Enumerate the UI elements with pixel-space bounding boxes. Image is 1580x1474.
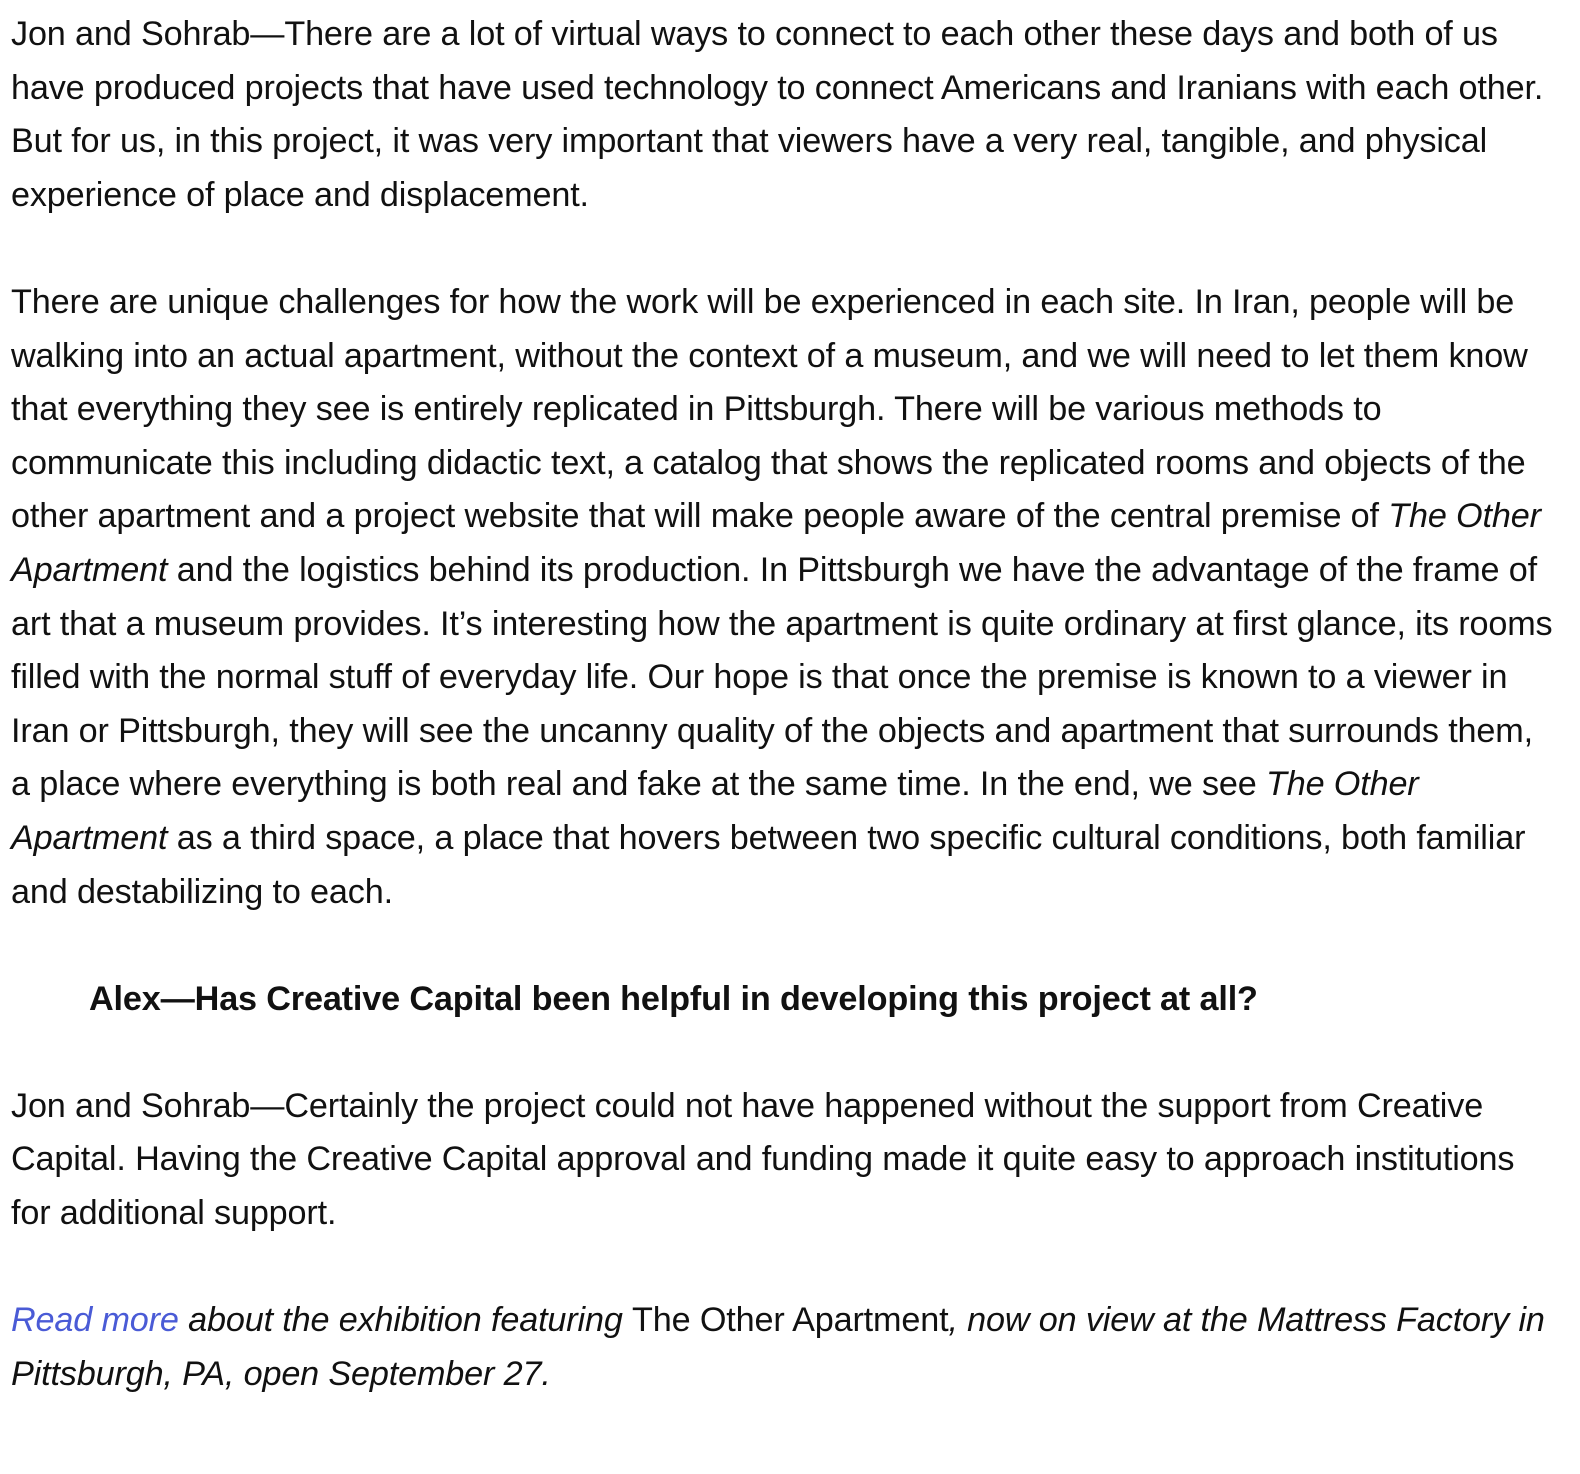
answer-paragraph-3: [11, 1080, 1560, 1241]
read-more-link[interactable]: Read more: [11, 1301, 179, 1340]
work-title: The Other Apartment: [11, 765, 1419, 857]
answer-text-2a: There are unique challenges for how the work will be experienced in each site. In Iran, people will be walking into an actual apartment, without the context of a museum, and we will need to let them know that everything they see is entirely replicated in Pittsburgh. There will be various methods to communicate this including didactic text, a catalog that shows the replicated rooms and objects of the other apartment and a project website that will make people aware of the central premise of: [11, 282, 1528, 536]
footer-work-title: The Other Apartment: [632, 1301, 949, 1340]
question-text: Alex—Has Creative Capital been helpful in developing this project at all?: [89, 979, 1258, 1018]
answer-text-1: Jon and Sohrab—There are a lot of virtual ways to connect to each other these days and both of us have produced projects that have used technology to connect Americans and Iranians with each other. But for us, in this project, it was very important that viewers have a very real, tangible, and physical experience of place and displacement.: [11, 15, 1544, 214]
answer-paragraph-2: [11, 276, 1560, 919]
interview-question: [11, 973, 1560, 1027]
answer-text-3: Jon and Sohrab—Certainly the project could not have happened without the support from Creative Capital. Having the Creative Capital approval and funding made it quite easy to approach institutions for additional support.: [11, 1086, 1515, 1233]
work-title: The Other Apartment: [11, 497, 1541, 589]
footer-text-1: about the exhibition featuring: [178, 1301, 633, 1340]
footer-text-2: , now on view at the Mattress Factory in Pittsburgh, PA, open September 27.: [11, 1301, 1545, 1393]
answer-text-2c: as a third space, a place that hovers between two specific cultural conditions, both familiar and destabilizing to each.: [11, 818, 1526, 911]
answer-text-2b: and the logistics behind its production. In Pittsburgh we have the advantage of the frame of art that a museum provides. It’s interesting how the apartment is quite ordinary at first glance, its rooms filled with the normal stuff of everyday life. Our hope is that once the premise is known to a viewer in Iran or Pittsburgh, they will see the uncanny quality of the objects and apartment that surrounds them, a place where everything is both real and fake at the same time. In the end, we see: [11, 550, 1553, 804]
footer-note: [11, 1294, 1560, 1401]
answer-paragraph-1: [11, 8, 1560, 222]
